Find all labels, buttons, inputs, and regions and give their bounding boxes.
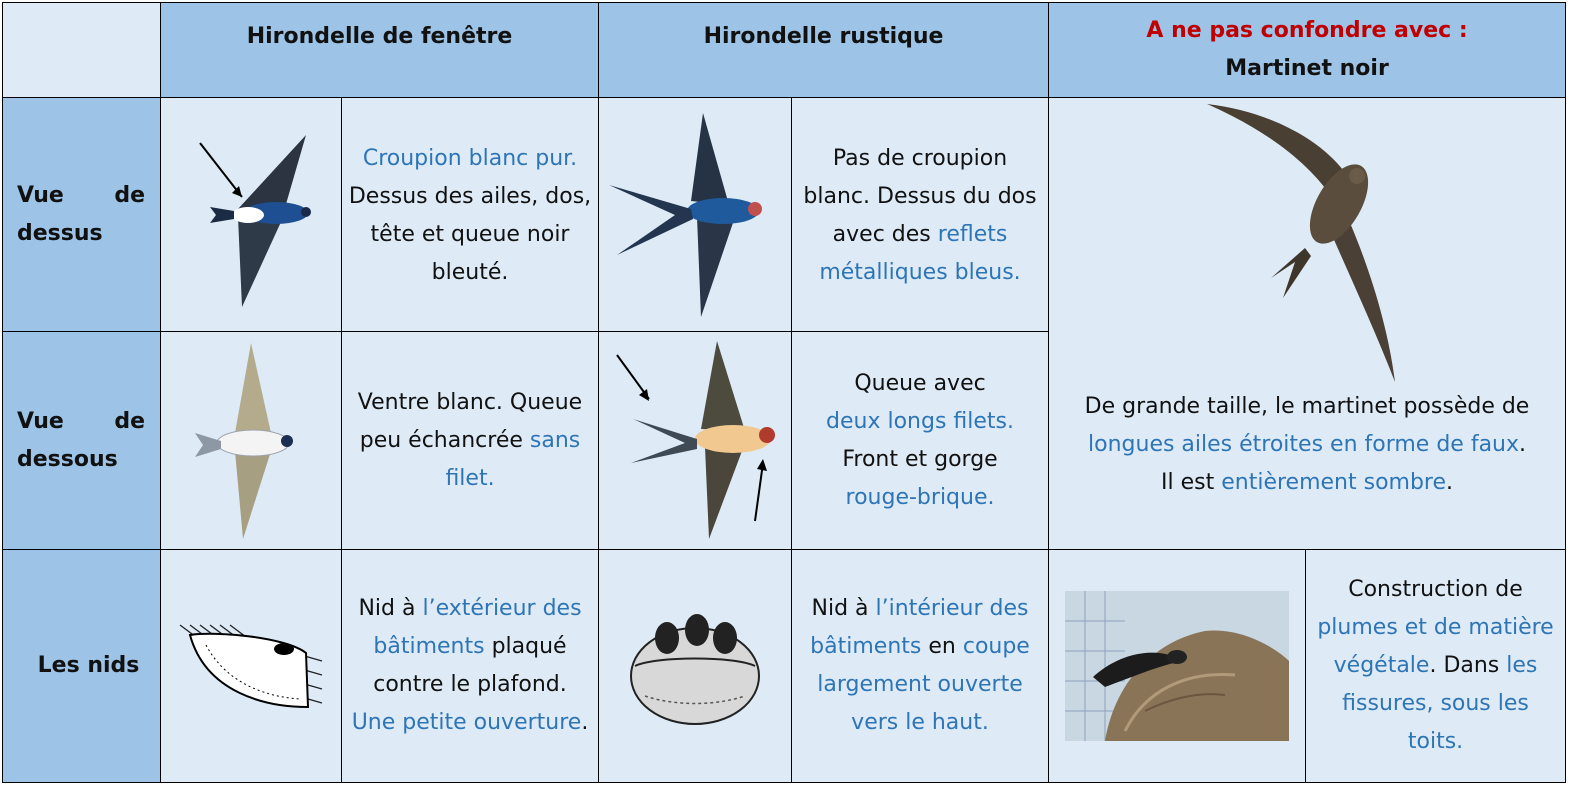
fenetre-nest-b: plaqué contre le plafond.: [373, 634, 567, 697]
rustique-bottom-text: [792, 332, 1049, 550]
barn-swallow-bottom-illustration: [605, 335, 785, 547]
header-rustique-label: Hirondelle rustique: [703, 24, 944, 49]
martinet-view-cell: [1049, 98, 1566, 550]
rustique-bottom-highlight-tail: deux longs filets.: [826, 408, 1014, 434]
martinet-nest-b: . Dans: [1429, 653, 1500, 678]
martinet-desc-a: De grande taille, le martinet possède de: [1084, 394, 1530, 419]
rustique-top-text: [792, 98, 1049, 332]
fenetre-bottom-description: Ventre blanc. Queue peu échancrée: [357, 389, 583, 453]
row-label-nests: [3, 550, 161, 783]
rustique-nest-text: [792, 550, 1049, 783]
fenetre-nest-highlight-outside: l’extérieur des bâtiments: [373, 596, 582, 659]
house-martin-nest-illustration: [176, 623, 326, 713]
rustique-nest-highlight-inside: l’intérieur des bâtiments: [810, 596, 1029, 659]
martinet-nest-highlight-location: les fissures, sous les toits.: [1342, 653, 1538, 754]
header-fenetre-label: Hirondelle de fenêtre: [246, 24, 513, 49]
martinet-nest-highlight-materials: plumes et de matière végétale: [1317, 615, 1554, 678]
barn-swallow-top-illustration: [605, 105, 785, 325]
martinet-nest-image-cell: [1049, 550, 1306, 783]
martinet-desc-highlight-dark: entièrement sombre: [1221, 470, 1447, 495]
martinet-desc-d: .: [1446, 470, 1454, 495]
fenetre-nest-end: .: [581, 710, 589, 735]
rustique-top-description: Pas de croupion blanc. Dessus du dos avec des: [803, 145, 1037, 247]
martinet-desc-b: .: [1519, 432, 1527, 457]
martinet-nest-a: Construction de: [1348, 577, 1523, 602]
barn-swallow-nest-illustration: [625, 596, 765, 736]
fenetre-bottom-image-cell: [161, 332, 342, 550]
fenetre-nest-a: Nid à: [358, 596, 416, 621]
house-martin-top-illustration: [176, 115, 326, 315]
rustique-nest-b: en: [928, 634, 956, 659]
header-warning-label: A ne pas confondre avec :: [1146, 18, 1468, 43]
rustique-bottom-a: Queue avec: [854, 370, 986, 396]
header-fenetre: [161, 3, 599, 98]
row-label-top-view-text: Vue de dessus: [17, 182, 145, 246]
martinet-desc-c: Il est: [1161, 470, 1215, 495]
row-label-bottom-view-text: Vue de dessous: [17, 408, 145, 472]
corner-cell: [3, 3, 161, 98]
row-nests: [3, 550, 1566, 783]
fenetre-top-image-cell: [161, 98, 342, 332]
martinet-nest-text: [1306, 550, 1566, 783]
swift-nest-photo: [1065, 591, 1289, 741]
fenetre-top-text: [342, 98, 599, 332]
rustique-bottom-highlight-throat: rouge-brique.: [845, 484, 995, 510]
fenetre-bottom-highlight: sans filet.: [445, 427, 581, 491]
rustique-top-highlight: reflets métalliques bleus.: [819, 221, 1021, 285]
header-martinet-label: Martinet noir: [1225, 56, 1389, 81]
rustique-nest-image-cell: [599, 550, 792, 783]
row-label-bottom-view: [3, 332, 161, 550]
fenetre-nest-text: [342, 550, 599, 783]
fenetre-top-highlight: Croupion blanc pur.: [362, 145, 578, 171]
row-label-nests-text: Les nids: [37, 653, 140, 678]
rustique-bottom-b: Front et gorge: [842, 446, 998, 472]
fenetre-top-description: Dessus des ailes, dos, tête et queue noir bleuté.: [348, 183, 592, 285]
fenetre-nest-image-cell: [161, 550, 342, 783]
rustique-bottom-image-cell: [599, 332, 792, 550]
fenetre-nest-highlight-opening: Une petite ouverture: [351, 710, 582, 735]
house-martin-bottom-illustration: [191, 341, 311, 541]
header-row: [3, 3, 1566, 98]
rustique-nest-highlight-cup: coupe largement ouverte vers le haut.: [817, 634, 1030, 735]
martinet-desc-highlight-wings: longues ailes étroites en forme de faux: [1088, 432, 1520, 457]
comparison-table: [2, 2, 1566, 783]
header-martinet: [1049, 3, 1566, 98]
martinet-description: [1049, 388, 1565, 502]
row-label-top-view: [3, 98, 161, 332]
header-rustique: [599, 3, 1049, 98]
rustique-top-image-cell: [599, 98, 792, 332]
rustique-nest-a: Nid à: [811, 596, 869, 621]
row-top-view: [3, 98, 1566, 332]
fenetre-bottom-text: [342, 332, 599, 550]
common-swift-illustration: [1187, 98, 1427, 388]
